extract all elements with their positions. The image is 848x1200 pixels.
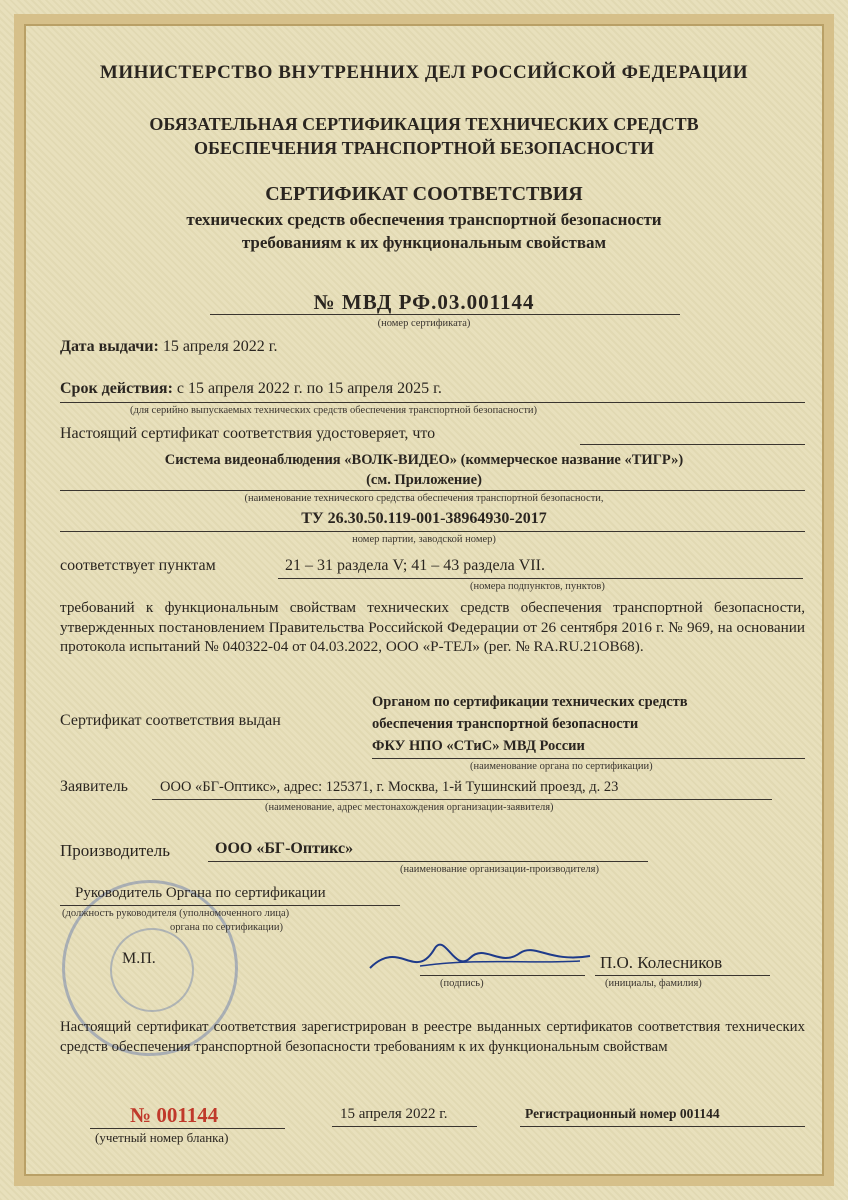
- points-value: 21 – 31 раздела V; 41 – 43 раздела VII.: [285, 557, 545, 574]
- blank-number: № 001144: [130, 1103, 219, 1127]
- registry-text: Настоящий сертификат соответствия зарегистрирован в реестре выданных сертификатов соответствия технических средств обеспечения транспортной безопасности требованиям к их функциональным свойствам: [60, 1019, 805, 1055]
- points-caption: (номера подпунктов, пунктов): [470, 581, 605, 592]
- manufacturer-caption: (наименование организации-производителя): [400, 864, 599, 875]
- applicant-caption: (наименование, адрес местонахождения организации-заявителя): [265, 802, 554, 813]
- validity-from: 15 апреля 2022 г.: [188, 380, 303, 397]
- issued-by-label: Сертификат соответствия выдан: [60, 712, 281, 729]
- signatory-name: П.О. Колесников: [600, 953, 723, 972]
- product-caption: (наименование технического средства обеспечения транспортной безопасности,: [244, 493, 604, 504]
- manufacturer-value: ООО «БГ-Оптикс»: [215, 840, 354, 857]
- manufacturer-label: Производитель: [60, 841, 170, 860]
- issued-by-org-1: Органом по сертификации технических средств: [372, 694, 688, 710]
- certifies-intro: Настоящий сертификат соответствия удостоверяет, что: [60, 425, 436, 442]
- product-note: (см. Приложение): [366, 472, 482, 488]
- issue-date: 15 апреля 2022 г.: [162, 338, 278, 355]
- head-position: Руководитель Органа по сертификации: [75, 885, 326, 901]
- head-caption-1: (должность руководителя (уполномоченного лица): [62, 908, 290, 919]
- ministry-title: МИНИСТЕРСТВО ВНУТРЕННИХ ДЕЛ РОССИЙСКОЙ ФЕДЕРАЦИИ: [99, 62, 749, 83]
- issued-by-caption: (наименование органа по сертификации): [470, 761, 653, 772]
- certificate-page: МИНИСТЕРСТВО ВНУТРЕННИХ ДЕЛ РОССИЙСКОЙ ФЕДЕРАЦИИ ОБЯЗАТЕЛЬНАЯ СЕРТИФИКАЦИЯ ТЕХНИЧЕСКИХ СРЕДСТВ ОБЕСПЕЧЕНИЯ ТРАНСПОРТНОЙ БЕЗОПАСНОСТИ СЕРТИФИКАТ СООТВЕТСТВИЯ технических средств обеспечения транспортной безопасности требованиям к их функциональным свойствам № МВД РФ.03.001144 (номер сертификата) Дата выдачи: 15 апреля 2022 г. Срок действия: с 15 апреля 2022 г. по 15 апреля 2025 г. (для серийно выпускаемых технических средств обеспечения транспортной безопасности) Настоящий сертификат соответствия удостоверяет, что Система видеонаблюдения «ВОЛК-ВИДЕО» (коммерческое название «ТИГР») (см. Приложение) (наименование технического средства обеспечения транспортной безопасности, ТУ 26.30.50.119-001-38964930-2017 номер партии, заводской номер) соответствует пунктам 21 – 31 раздела V; 41 – 43 раздела VII. (номера подпунктов, пунктов) требований к функциональным свойствам технических средств обеспечения транспортной безопасности, утвержденных постановлением Правительства Российской Федерации от 26 сентября 2016 г. № 969, на основании протокола испытаний № 040322-04 от 04.03.2022, ООО «Р-ТЕЛ» (рег. № RA.RU.21OB68). Сертификат соответствия выдан Органом по сертификации технических средств обеспечения транспортной безопасности ФКУ НПО «СТиС» МВД России (наименование органа по сертификации) Заявитель ООО «БГ-Оптикс», адрес: 125371, г. Москва, 1-й Тушинский проезд, д. 23 (наименование, адрес местонахождения организации-заявителя) Производитель ООО «БГ-Оптикс» (наименование организации-производителя) Руководитель Органа по сертификации (должность руководителя (уполномоченного лица) органа по сертификации) М.П. (подпись) П.О. Колесников (инициалы, фамилия) Настоящий сертификат соответствия зарегистрирован в реестре выданных сертификатов соответствия технических средств обеспечения транспортной безопасности требованиям к их функциональным свойствам № 001144 (учетный номер бланка) 15 апреля 2022 г. Регистрационный номер 001144: [0, 0, 848, 1200]
- certificate-number-caption: (номер сертификата): [377, 318, 471, 329]
- certificate-title: СЕРТИФИКАТ СООТВЕТСТВИЯ: [265, 183, 583, 205]
- mp-label: М.П.: [122, 950, 156, 967]
- registration-number: Регистрационный номер 001144: [525, 1106, 720, 1121]
- header-line-1: ОБЯЗАТЕЛЬНАЯ СЕРТИФИКАЦИЯ ТЕХНИЧЕСКИХ СРЕДСТВ: [149, 114, 699, 134]
- certificate-number: № МВД РФ.03.001144: [313, 290, 535, 314]
- signatory-caption: (инициалы, фамилия): [605, 978, 702, 989]
- tu-caption: номер партии, заводской номер): [352, 534, 496, 545]
- applicant-value: ООО «БГ-Оптикс», адрес: 125371, г. Москва, 1-й Тушинский проезд, д. 23: [160, 779, 619, 795]
- issued-by-org-3: ФКУ НПО «СТиС» МВД России: [372, 738, 585, 754]
- issued-by-org-2: обеспечения транспортной безопасности: [372, 716, 639, 732]
- head-caption-2: органа по сертификации): [170, 922, 284, 933]
- header-line-2: ОБЕСПЕЧЕНИЯ ТРАНСПОРТНОЙ БЕЗОПАСНОСТИ: [193, 138, 654, 158]
- product-name: Система видеонаблюдения «ВОЛК-ВИДЕО» (коммерческое название «ТИГР»): [164, 452, 684, 468]
- requirements-text: требований к функциональным свойствам технических средств обеспечения транспортной безопасности, утвержденных постановлением Правительства Российской Федерации от 26 сентября 2016 г. № 969, на основании протокола испытаний № 040322-04 от 04.03.2022, ООО «Р-ТЕЛ» (рег. № RA.RU.21OB68).: [60, 599, 805, 655]
- validity-to: 15 апреля 2025 г.: [327, 380, 442, 397]
- certificate-subtitle-1: технических средств обеспечения транспортной безопасности: [186, 210, 662, 229]
- points-label: соответствует пунктам: [60, 557, 216, 574]
- footer-date: 15 апреля 2022 г.: [340, 1106, 448, 1122]
- tu-number: ТУ 26.30.50.119-001-38964930-2017: [301, 510, 547, 527]
- signature-caption: (подпись): [440, 978, 484, 989]
- validity-caption: (для серийно выпускаемых технических средств обеспечения транспортной безопасности): [130, 405, 538, 416]
- validity-label: Срок действия:: [60, 380, 173, 397]
- issue-date-label: Дата выдачи:: [60, 338, 159, 355]
- blank-number-caption: (учетный номер бланка): [95, 1130, 229, 1145]
- certificate-subtitle-2: требованиям к их функциональным свойствам: [241, 233, 607, 252]
- applicant-label: Заявитель: [60, 778, 128, 795]
